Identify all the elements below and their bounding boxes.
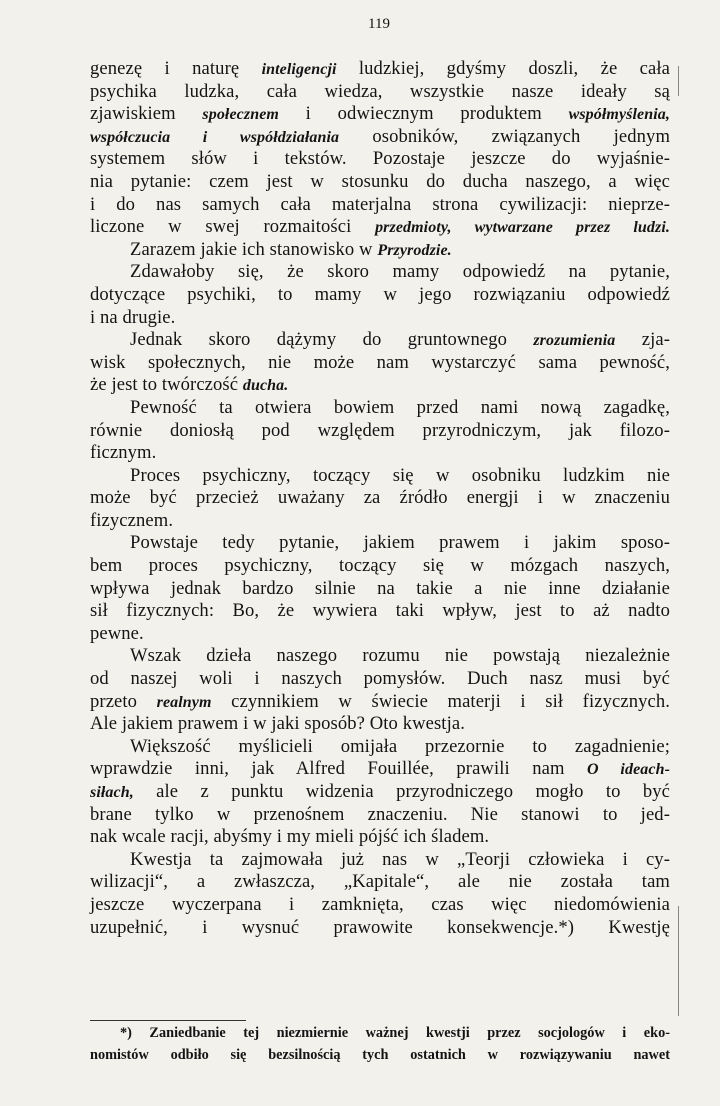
line-text: systemem słów i tekstów. Pozostaje jeszcze do wyjaśnie- [90,148,670,170]
line-text: Kwestja ta zajmowała już nas w „Teorji człowieka i cy- [130,848,670,870]
line-text: genezę i naturę [90,58,262,79]
text-line [90,58,670,81]
text-line [90,374,670,397]
emphasis-text: zrozumienia [533,332,616,350]
line-text: zjawiskiem [90,103,203,125]
line-text: wilizacji“, a zwłaszcza, „Kapitale“, ale nie została tam [90,871,670,893]
line-text: liczone w swej rozmaitości [90,216,376,238]
text-line [90,103,670,126]
line-text: zja- [615,329,671,351]
text-line [90,171,670,194]
line-text: Wszak dzieła naszego rozumu nie powstają niezależnie [130,645,670,667]
emphasis-text: O ideach- [586,761,670,779]
line-text: Powstaje tedy pytanie, jakiem prawem i jakim sposo- [130,532,670,554]
text-line [90,465,670,488]
text-line [90,442,670,465]
line-text: psychika ludzka, cała wiedza, wszystkie nasze ideały są [90,80,670,102]
text-line [90,804,670,827]
text-line [90,487,670,510]
text-line [90,352,670,375]
footnote-line: nomistów odbiło się bezsilnością tych ostatnich w rozwiązywaniu nawet [90,1047,670,1063]
text-line [90,623,670,646]
footnote-rule [90,1020,246,1021]
footnote-line: *) Zaniedbanie tej niezmiernie ważnej kwestji przez socjologów i eko- [120,1025,670,1041]
text-line [90,239,670,262]
line-text: i odwiecznym produktem [278,103,569,125]
text-line [90,645,670,668]
line-text: równie doniosłą pod względem przyrodniczym, jak filozo- [90,419,670,441]
emphasis-text: realnym [156,693,212,711]
text-line [90,736,670,759]
line-text: Ale jakiem prawem i w jaki sposób? Oto kwestja. [90,713,465,735]
line-text: i na drugie. [90,306,176,328]
text-line [90,668,670,691]
line-text: sił fizycznych: Bo, że wywiera taki wpływ, jest to aż nadto [90,600,670,622]
text-line [90,126,670,149]
text-line [90,578,670,601]
line-text: wisk społecznych, nie może nam wystarczyć sama pewność, [90,351,670,373]
text-line [90,917,670,940]
text-line [90,781,670,804]
emphasis-text: przedmioty, wytwarzane przez ludzi. [375,219,670,237]
line-text: Pewność ta otwiera bowiem przed nami nową zagadkę, [130,396,670,418]
line-text: fizycznem. [90,509,174,531]
text-line [90,758,670,781]
text-line [90,510,670,533]
text-line [90,397,670,420]
line-text: pewne. [90,622,144,644]
line-text: bem proces psychiczny, toczący się w mózgach naszych, [90,555,670,577]
text-line [90,894,670,917]
emphasis-text: współczucia i współdziałania [90,128,340,146]
line-text: wpływa jednak bardzo silnie na takie a nie inne działanie [90,577,670,599]
text-line [90,826,670,849]
line-text: czynnikiem w świecie materji i sił fizycznych. [211,690,670,712]
line-text: Zdawałoby się, że skoro mamy odpowiedź na pytanie, [130,261,670,283]
line-text: ludzkiej, gdyśmy doszli, że cała [336,58,670,79]
line-text: Jednak skoro dążymy do gruntownego [130,329,534,351]
page-number: 119 [368,16,390,32]
footnote [90,1022,670,1066]
margin-mark [678,66,679,96]
text-line [90,148,670,171]
text-line [90,216,670,239]
emphasis-text: Przyrodzie. [377,241,452,259]
text-line [90,691,670,714]
text-line [90,849,670,872]
margin-mark [678,906,679,1016]
line-text: Proces psychiczny, toczący się w osobniku ludzkim nie [130,464,670,486]
text-line [90,329,670,352]
line-text: nak wcale racji, abyśmy i my mieli pójść ich śladem. [90,826,490,848]
text-line [90,871,670,894]
line-text: Zarazem jakie ich stanowisko w [130,238,378,260]
line-text: jeszcze wyczerpana i zamknięta, czas więc niedomówienia [90,893,670,915]
emphasis-text: inteligencji [261,61,337,78]
emphasis-text: siłach, [90,784,134,801]
line-text: Większość myślicieli omijała przezornie to zagadnienie; [130,735,670,757]
line-text: osobników, związanych jednym [339,125,671,147]
text-line [90,284,670,307]
emphasis-text: współmyślenia, [568,106,670,124]
text-line [90,713,670,736]
emphasis-text: społecznem [202,106,279,124]
text-line [90,261,670,284]
emphasis-text: ducha. [242,377,289,395]
body-text [90,58,670,939]
text-line [90,194,670,217]
text-line [90,420,670,443]
line-text: przeto [90,690,157,712]
line-text: brane tylko w przenośnem znaczeniu. Nie stanowi to jed- [90,803,670,825]
line-text: że jest to twórczość [90,374,243,396]
line-text: ale z punktu widzenia przyrodniczego mogło to być [133,781,670,802]
line-text: wprawdzie inni, jak Alfred Fouillée, prawili nam [90,758,587,780]
text-line [90,600,670,623]
line-text: nia pytanie: czem jest w stosunku do ducha naszego, a więc [90,170,670,192]
line-text: ficznym. [90,442,157,464]
line-text: dotyczące psychiki, to mamy w jego rozwiązaniu odpowiedź [90,283,670,305]
text-line [90,532,670,555]
text-line [90,81,670,104]
text-line [90,307,670,330]
line-text: i do nas samych cała materjalna strona cywilizacji: nieprze- [90,193,670,215]
line-text: uzupełnić, i wysnuć prawowite konsekwencje.*) Kwestję [90,916,670,938]
text-line [90,555,670,578]
line-text: od naszej woli i naszych pomysłów. Duch nasz musi być [90,668,670,690]
line-text: może być przecież uważany za źródło energji i w znaczeniu [90,487,670,509]
